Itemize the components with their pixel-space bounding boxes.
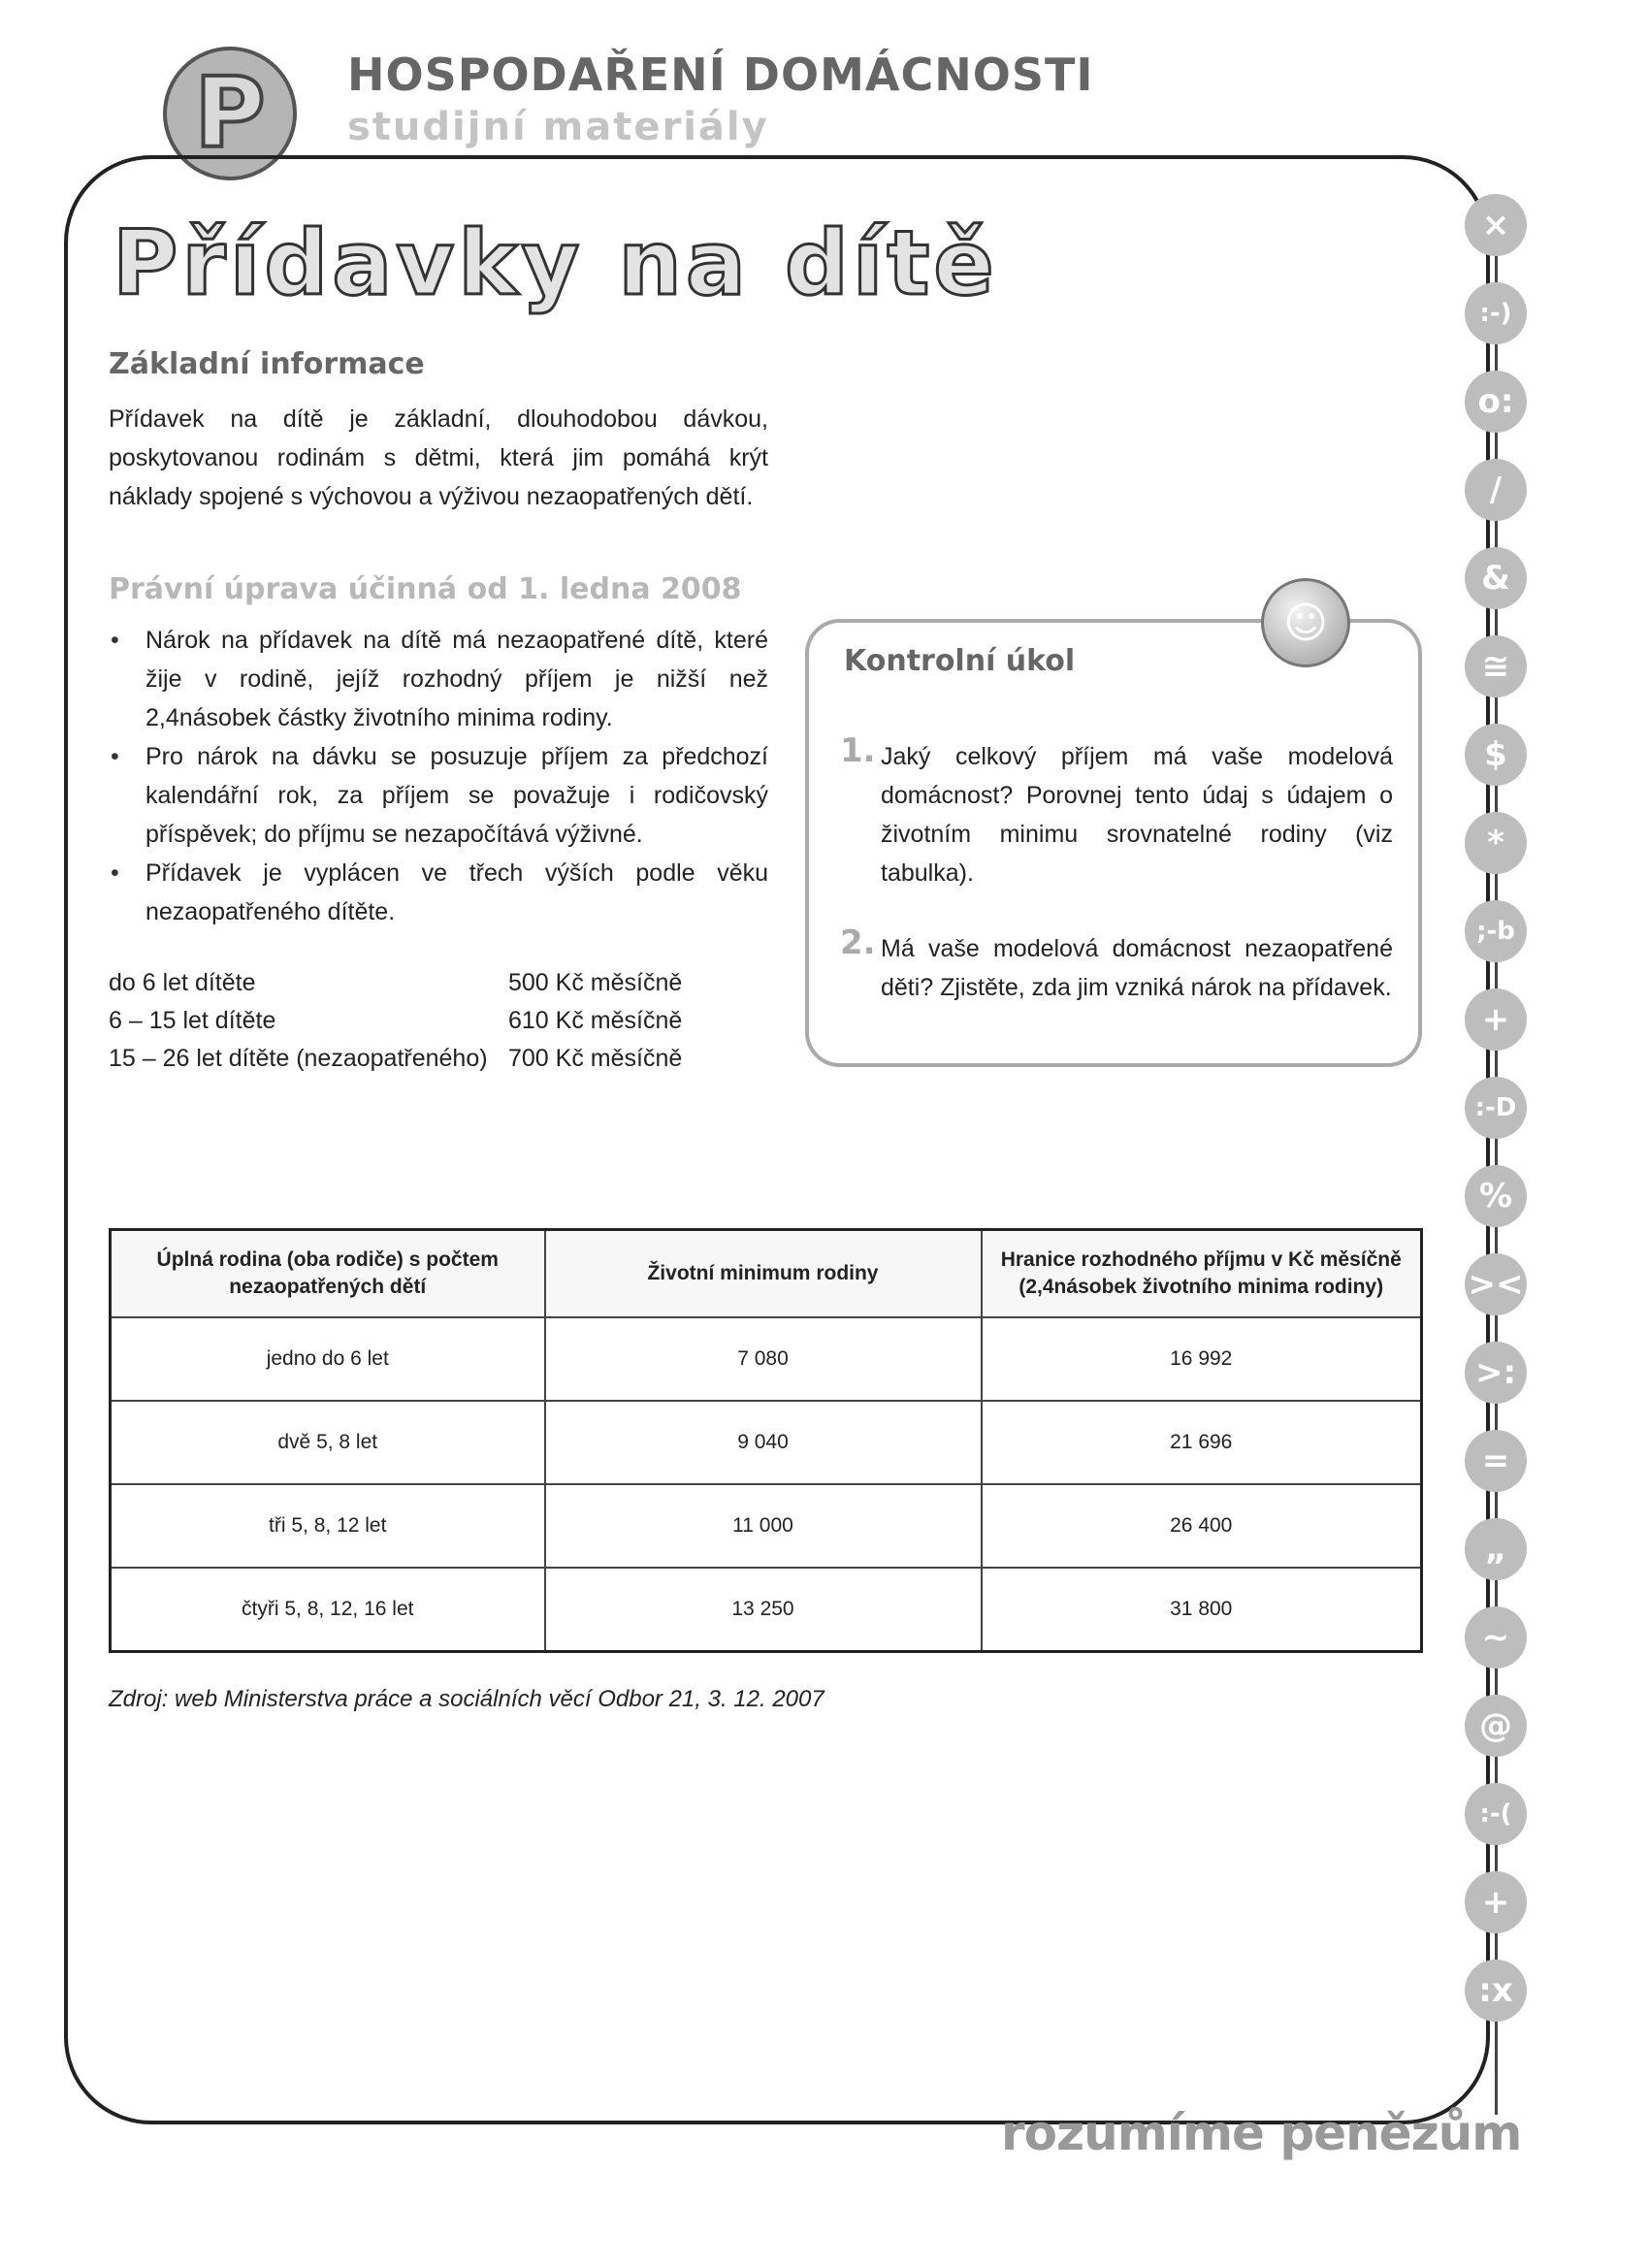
table-cell: tři 5, 8, 12 let [111, 1484, 545, 1568]
rate-age: 15 – 26 let dítěte (nezaopatřeného) [109, 1045, 488, 1072]
series-subtitle: studijní materiály [347, 105, 769, 149]
task-item-1 [840, 731, 1393, 892]
symbol-circle-icon: ;-b [1465, 900, 1527, 962]
symbol-circle-icon: = [1465, 1430, 1527, 1492]
table-cell: jedno do 6 let [111, 1317, 545, 1401]
rate-amount: 700 Kč měsíčně [508, 1045, 683, 1072]
table-row [109, 1002, 682, 1040]
symbol-circle-icon: :-( [1465, 1783, 1527, 1845]
table-row [111, 1317, 1422, 1401]
series-title: HOSPODAŘENÍ DOMÁCNOSTI [347, 49, 1094, 101]
symbol-circle-icon: :x [1465, 1960, 1527, 2022]
footer-logo: rozumíme penězům [1001, 2105, 1522, 2161]
task-number: 1. [840, 731, 876, 770]
task-heading: Kontrolní úkol [844, 644, 1076, 678]
smiley-icon: ☺ [1261, 578, 1350, 667]
symbol-circle-icon: ≅ [1465, 635, 1527, 697]
source-note: Zdroj: web Ministerstva práce a sociálních věcí Odbor 21, 3. 12. 2007 [109, 1686, 824, 1712]
symbol-circle-icon: $ [1465, 724, 1527, 786]
basic-info-heading: Základní informace [109, 347, 425, 381]
symbol-circle-icon: × [1465, 194, 1527, 256]
table-cell: čtyři 5, 8, 12, 16 let [111, 1568, 545, 1652]
table-cell: 7 080 [545, 1317, 982, 1401]
symbol-circle-icon: „ [1465, 1518, 1527, 1580]
table-row [111, 1484, 1422, 1568]
rate-amount: 500 Kč měsíčně [508, 969, 683, 996]
badge-letter: P [194, 56, 266, 170]
column-header: Životní minimum rodiny [545, 1230, 982, 1318]
rate-amount: 610 Kč měsíčně [508, 1007, 683, 1034]
symbol-circle-icon: :-) [1465, 282, 1527, 344]
table-cell: 9 040 [545, 1401, 982, 1484]
table-cell: 21 696 [982, 1401, 1422, 1484]
task-text: Jaký celkový příjem má vaše modelová domácnost? Porovnej tento údaj s údajem o životním minimu srovnatelné rodiny (viz tabulka). [881, 743, 1393, 887]
table-cell: 11 000 [545, 1484, 982, 1568]
symbol-circle-icon: & [1465, 547, 1527, 609]
legal-bullets [109, 621, 768, 931]
column-header: Úplná rodina (oba rodiče) s počtem nezaopatřených dětí [111, 1230, 545, 1318]
symbol-circle-icon: @ [1465, 1695, 1527, 1757]
table-cell: 16 992 [982, 1317, 1422, 1401]
task-text: Má vaše modelová domácnost nezaopatřené děti? Zjistěte, zda jim vzniká nárok na přídavek. [881, 935, 1393, 1001]
table-cell: 26 400 [982, 1484, 1422, 1568]
table-cell: 31 800 [982, 1568, 1422, 1652]
list-item: • Nárok na přídavek na dítě má nezaopatřené dítě, které žije v rodině, jejíž rozhodný příjem je nižší než 2,4násobek částky životního minima rodiny. [109, 621, 768, 737]
table-cell: 13 250 [545, 1568, 982, 1652]
table-row [109, 964, 682, 1002]
symbol-strip [1461, 194, 1531, 2115]
symbol-circle-icon: % [1465, 1165, 1527, 1227]
list-item: • Přídavek je vyplácen ve třech výších podle věku nezaopatřeného dítěte. [109, 854, 768, 931]
list-item: • Pro nárok na dávku se posuzuje příjem za předchozí kalendářní rok, za příjem se považuje i rodičovský příspěvek; do příjmu se nezapočítává výživné. [109, 737, 768, 854]
symbol-circle-icon: + [1465, 1871, 1527, 1933]
basic-info-text: Přídavek na dítě je základní, dlouhodobou dávkou, poskytovanou rodinám s dětmi, která jim pomáhá krýt náklady spojené s výchovou a výživou nezaopatřených dětí. [109, 405, 768, 510]
table-header-row [111, 1230, 1422, 1318]
rates-table [109, 964, 682, 1078]
symbol-circle-icon: :-D [1465, 1077, 1527, 1139]
symbol-circle-icon: + [1465, 988, 1527, 1051]
rate-age: 6 – 15 let dítěte [109, 1007, 276, 1034]
symbol-circle-icon: >< [1465, 1253, 1527, 1315]
column-header: Hranice rozhodného příjmu v Kč měsíčně (2,4násobek životního minima rodiny) [982, 1230, 1422, 1318]
symbol-circle-icon: * [1465, 812, 1527, 874]
symbol-circle-icon: ~ [1465, 1606, 1527, 1669]
table-cell: dvě 5, 8 let [111, 1401, 545, 1484]
income-table [109, 1228, 1423, 1653]
table-row [109, 1040, 682, 1078]
symbol-circle-icon: >: [1465, 1342, 1527, 1404]
task-number: 2. [840, 923, 876, 962]
task-item-2 [840, 923, 1393, 1007]
symbol-circle-icon: / [1465, 459, 1527, 521]
rate-age: do 6 let dítěte [109, 969, 256, 996]
table-row [111, 1568, 1422, 1652]
table-row [111, 1401, 1422, 1484]
page-title: Přídavky na dítě [113, 211, 998, 315]
legal-heading: Právní úprava účinná od 1. ledna 2008 [109, 572, 742, 606]
symbol-circle-icon: o: [1465, 371, 1527, 433]
